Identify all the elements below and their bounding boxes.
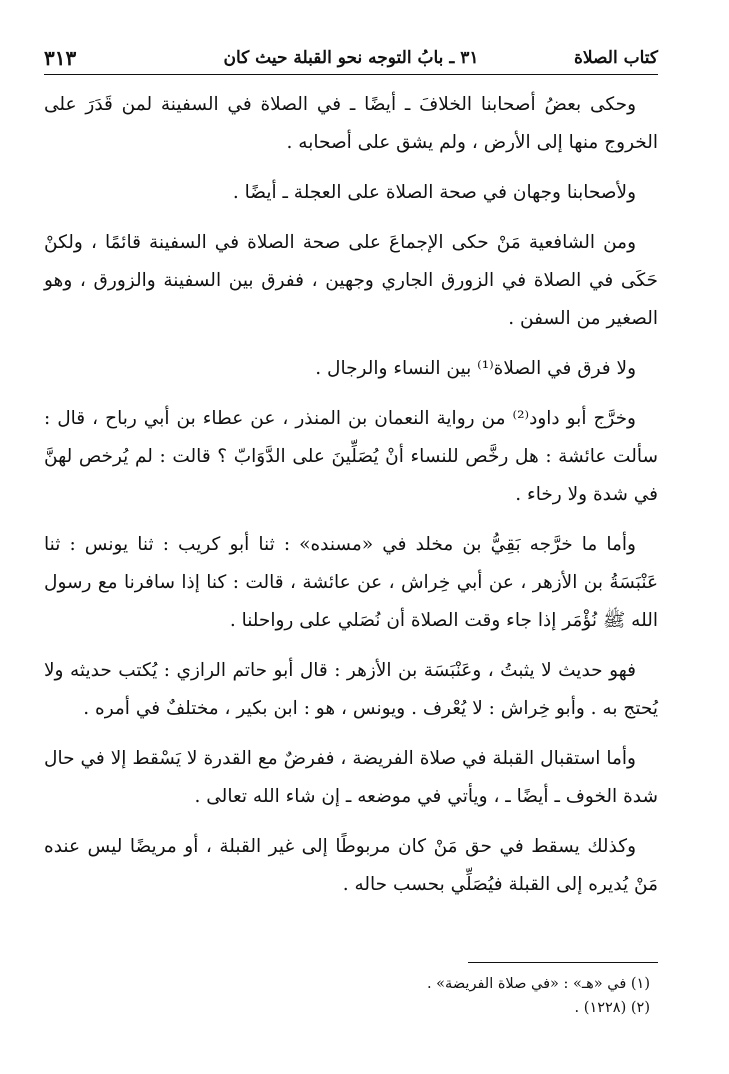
paragraph: ولا فرق في الصلاة⁽¹⁾ بين النساء والرجال . xyxy=(315,358,636,379)
footnote-divider xyxy=(468,962,658,963)
book-page xyxy=(44,30,658,1040)
paragraph: وأما ما خرَّجه بَقِيُّ بن مخلد في «مسنده» : ثنا أبو كريب : ثنا يونس : ثنا عَنْبَسَةُ بن الأزهر ، عن أبي خِراش ، عن عائشة ، قالت : كنا إذا سافرنا مع رسول الله ﷺ نُؤْمَر إذا جاء وقت الصلاة أن نُصَلي على رواحلنا . xyxy=(44,534,658,631)
chapter-title: ٣١ ـ بابُ التوجه نحو القبلة حيث كان xyxy=(223,48,479,68)
footnotes xyxy=(44,972,658,1020)
paragraph: فهو حديث لا يثبتُ ، وعَنْبَسَة بن الأزهر : قال أبو حاتم الرازي : يُكتب حديثه ولا يُحتج به . وأبو خِراش : لا يُعْرف . ويونس ، هو : ابن بكير ، مختلفٌ في أمره . xyxy=(44,660,658,719)
page-number: ٣١٣ xyxy=(44,46,77,70)
paragraph: وحكى بعضُ أصحابنا الخلافَ ـ أيضًا ـ في الصلاة في السفينة لمن قَدَرَ على الخروج منها إلى الأرض ، ولم يشق على أصحابه . xyxy=(44,94,658,153)
paragraph: ولأصحابنا وجهان في صحة الصلاة على العجلة ـ أيضًا . xyxy=(232,182,636,203)
footnote-2: (٢) (١٢٢٨) . xyxy=(574,1000,650,1016)
book-title: كتاب الصلاة xyxy=(573,48,658,68)
paragraph: وكذلك يسقط في حق مَنْ كان مربوطًا إلى غير القبلة ، أو مريضًا ليس عنده مَنْ يُديره إلى القبلة فيُصَلِّي بحسب حاله . xyxy=(44,836,658,895)
paragraph: وأما استقبال القبلة في صلاة الفريضة ، ففرضٌ مع القدرة لا يَسْقط إلا في حال شدة الخوف ـ أيضًا ـ ، ويأتي في موضعه ـ إن شاء الله تعالى . xyxy=(44,748,658,807)
page-header xyxy=(44,30,658,74)
header-divider xyxy=(44,74,658,75)
paragraph: وخرَّج أبو داود⁽²⁾ من رواية النعمان بن المنذر ، عن عطاء بن أبي رباح ، قال : سألت عائشة : هل رخَّص للنساء أنْ يُصَلِّينَ على الدَّوَابّ ؟ قالت : لم يُرخص لهنَّ في شدة ولا رخاء . xyxy=(44,408,658,505)
footnote-1: (١) في «هـ» : «في صلاة الفريضة» . xyxy=(426,976,650,992)
paragraph: ومن الشافعية مَنْ حكى الإجماعَ على صحة الصلاة في السفينة قائمًا ، ولكنْ حَكَى في الصلاة في الزورق الجاري وجهين ، ففرق بين السفينة والزورق ، وهو الصغير من السفن . xyxy=(44,232,658,329)
main-text xyxy=(44,86,658,916)
